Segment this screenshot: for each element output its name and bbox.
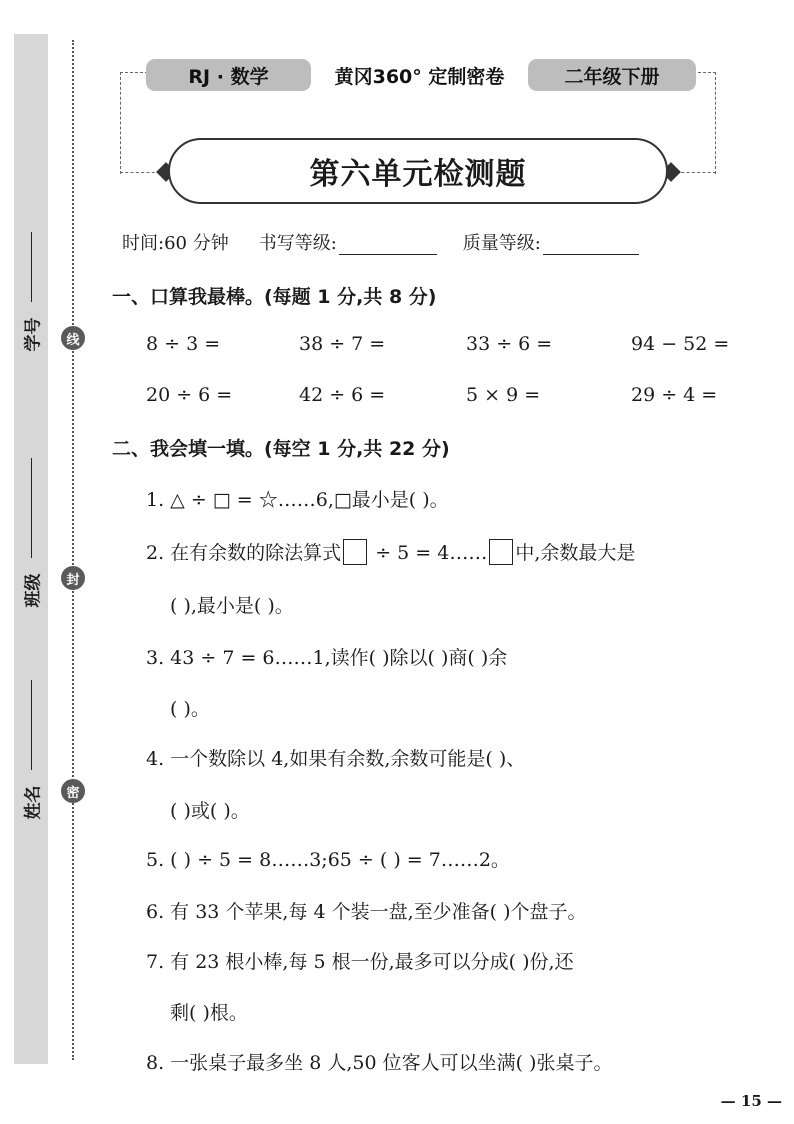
subject-pill: RJ · 数学 bbox=[146, 59, 311, 91]
info-line bbox=[122, 229, 639, 255]
question-6: 6. 有 33 个苹果,每 4 个装一盘,至少准备( )个盘子。 bbox=[146, 901, 587, 923]
question-8: 8. 一张桌子最多坐 8 人,50 位客人可以坐满( )张桌子。 bbox=[146, 1052, 613, 1074]
question-2-cont: ( ),最小是( )。 bbox=[170, 595, 294, 617]
class-label: 班级 bbox=[14, 458, 48, 603]
name-label: 姓名 bbox=[14, 680, 48, 815]
quality-grade-field[interactable] bbox=[543, 233, 639, 255]
calc-item: 5 × 9 = bbox=[466, 384, 541, 406]
cut-mark-secret: 密 bbox=[61, 779, 85, 803]
question-3: 3. 43 ÷ 7 = 6……1,读作( )除以( )商( )余 bbox=[146, 647, 508, 669]
cut-mark-seal: 封 bbox=[61, 566, 85, 590]
page-number: — 15 — bbox=[720, 1092, 782, 1110]
title-connector-right bbox=[676, 172, 716, 173]
section-1-heading: 一、口算我最棒。(每题 1 分,共 8 分) bbox=[112, 286, 437, 308]
title-connector-left bbox=[120, 172, 160, 173]
cut-line bbox=[72, 40, 74, 1060]
dividend-box[interactable] bbox=[343, 539, 367, 565]
question-2: 2. 在有余数的除法算式 ÷ 5 = 4…… 中,余数最大是 bbox=[146, 538, 635, 565]
question-4-cont: ( )或( )。 bbox=[170, 800, 250, 822]
question-7: 7. 有 23 根小棒,每 5 根一份,最多可以分成( )份,还 bbox=[146, 951, 574, 973]
cut-mark-line: 线 bbox=[61, 326, 85, 350]
student-id-label: 学号 bbox=[14, 232, 48, 347]
question-4: 4. 一个数除以 4,如果有余数,余数可能是( )、 bbox=[146, 748, 526, 770]
writing-grade-field[interactable] bbox=[339, 233, 437, 255]
calc-item: 94 − 52 = bbox=[631, 333, 730, 355]
writing-grade-label: 书写等级: bbox=[258, 233, 337, 254]
calc-item: 42 ÷ 6 = bbox=[299, 384, 386, 406]
question-7-cont: 剩( )根。 bbox=[170, 1002, 248, 1024]
remainder-box[interactable] bbox=[489, 539, 513, 565]
quality-grade-label: 质量等级: bbox=[462, 233, 541, 254]
grade-pill: 二年级下册 bbox=[528, 59, 696, 91]
question-1: 1. △ ÷ □ = ☆……6,□最小是( )。 bbox=[146, 489, 449, 511]
page-title: 第六单元检测题 bbox=[309, 157, 527, 192]
title-box bbox=[168, 138, 668, 204]
question-3-cont: ( )。 bbox=[170, 698, 210, 720]
time-limit: 时间:60 分钟 bbox=[122, 233, 229, 254]
calc-item: 33 ÷ 6 = bbox=[466, 333, 553, 355]
series-name: 黄冈360° 定制密卷 bbox=[334, 65, 505, 88]
calc-item: 38 ÷ 7 = bbox=[299, 333, 386, 355]
section-2-heading: 二、我会填一填。(每空 1 分,共 22 分) bbox=[112, 438, 450, 460]
header-bar bbox=[146, 58, 696, 92]
question-5: 5. ( ) ÷ 5 = 8……3;65 ÷ ( ) = 7……2。 bbox=[146, 849, 510, 871]
calc-item: 8 ÷ 3 = bbox=[146, 333, 221, 355]
calc-item: 29 ÷ 4 = bbox=[631, 384, 718, 406]
calc-item: 20 ÷ 6 = bbox=[146, 384, 233, 406]
